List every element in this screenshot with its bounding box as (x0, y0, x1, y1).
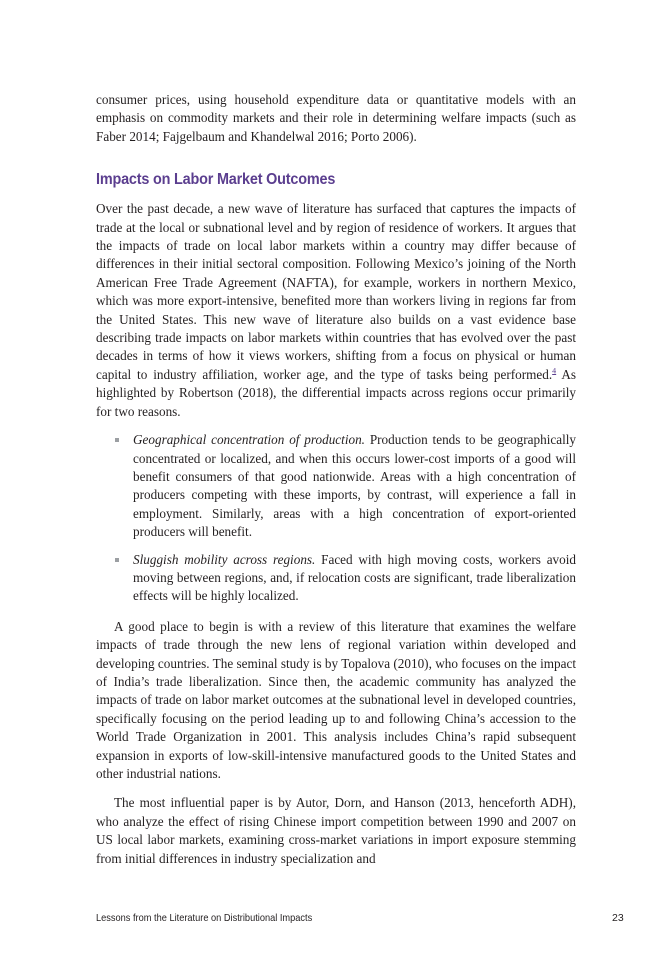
body-paragraph-3: The most influential paper is by Autor, Dorn, and Hanson (2013, henceforth ADH), who analyze the effect of rising Chinese import competition between 1990 and 2007 on US local labor markets, examining cross-market variations in import exposure stemming from initial differences in industry specialization and (96, 795, 576, 866)
list-item (96, 431, 576, 541)
running-title: Lessons from the Literature on Distributional Impacts (96, 912, 313, 924)
body-paragraph-1 (96, 200, 576, 421)
bullet-text: Faced with high moving costs, workers avoid moving between regions, and, if relocation costs are significant, trade liberalization effects will be highly localized. (133, 551, 577, 604)
page-number: 23 (612, 912, 624, 924)
footnote-ref-4[interactable]: 4 (552, 366, 557, 376)
body-paragraph-2: A good place to begin is with a review of this literature that examines the welfare impacts of trade through the new lens of regional variation within developed and developing countries. The seminal study is by Topalova (2010), who focuses on the impact of India’s trade liberalization. Since then, the academic community has analyzed the impacts of trade on labor market outcomes at the subnational level in developed countries, specifically focusing on the period leading up to and following China’s accession to the World Trade Organization in 2001. This analysis includes China’s rapid subsequent expansion in exports of low-skill-intensive manufactured goods to the United States and other industrial nations. (96, 618, 576, 781)
paragraph-1-text: Over the past decade, a new wave of literature has surfaced that captures the impacts of trade at the local or subnational level and by region of residence of workers. It argues that the impacts of trade on local labor markets within a country may differ because of differences in their initial sectoral composition. Following Mexico’s joining of the North American Free Trade Agreement (NAFTA), for example, workers in northern Mexico, which was more export-intensive, benefited more than workers living in regions far from the United States. This new wave of literature also builds on a vast evidence base describing trade impacts on labor markets within countries that has evolved over the past decades in terms of how it views workers, shifting from a focus on physical or human capital to industry affiliation, worker age, and the type of tasks being performed. (96, 201, 576, 382)
intro-paragraph: consumer prices, using household expenditure data or quantitative models with an emphasis on commodity markets and their role in determining welfare impacts (such as Faber 2014; Fajgelbaum and Khandelwal 2016; Porto 2006). (96, 92, 576, 144)
bullet-lead: Sluggish mobility across regions. (133, 551, 316, 567)
paragraph-1-text-end: As highlighted by Robertson (2018), the differential impacts across regions occur primarily for two reasons. (96, 366, 576, 419)
square-bullet-icon (115, 558, 119, 562)
section-heading: Impacts on Labor Market Outcomes (96, 171, 336, 189)
bullet-list (96, 431, 576, 606)
list-item (96, 551, 576, 606)
bullet-lead: Geographical concentration of production. (133, 432, 365, 448)
page-content (96, 91, 576, 868)
square-bullet-icon (115, 438, 119, 442)
bullet-text: Production tends to be geographically concentrated or localized, and when this occurs lower-cost imports of a good will benefit consumers of that good nationwide. Areas with a high concentration of producers competing with these imports, by contrast, will experience a fall in employment. Similarly, areas with a high concentration of export-oriented producers will benefit. (133, 432, 576, 540)
